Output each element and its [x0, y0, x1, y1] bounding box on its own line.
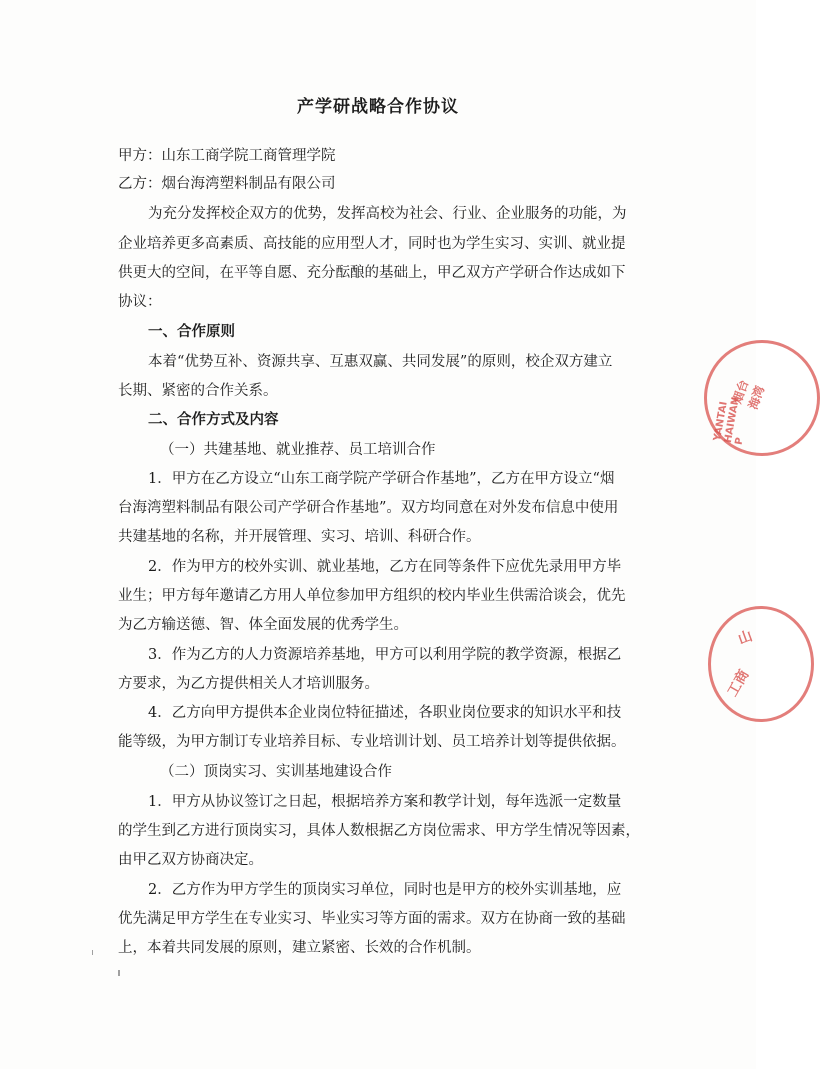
section-heading: 二、合作方式及内容 [148, 412, 279, 428]
paragraph-line: 共建基地的名称，并开展管理、实习、培训、科研合作。 [118, 529, 481, 545]
paragraph-line: 本着“优势互补、资源共享、互惠双赢、共同发展”的原则，校企双方建立 [148, 354, 613, 370]
paragraph-line: 台海湾塑料制品有限公司产学研合作基地”。双方均同意在对外发布信息中使用 [118, 500, 619, 516]
seal-text: YANTAI HAIWAN P [712, 396, 746, 446]
intro-line: 供更大的空间，在平等自愿、充分酝酿的基础上，甲乙双方产学研合作达成如下 [118, 265, 626, 281]
paragraph-line: 方要求，为乙方提供相关人才培训服务。 [118, 676, 379, 692]
intro-line: 协议： [118, 294, 162, 310]
paragraph-line: 1．甲方从协议签订之日起，根据培养方案和教学计划，每年选派一定数量 [148, 794, 622, 810]
subsection-heading: （二）顶岗实习、实训基地建设合作 [160, 764, 392, 780]
paragraph-line: 2．乙方作为甲方学生的顶岗实习单位，同时也是甲方的校外实训基地，应 [148, 882, 622, 898]
scan-speck [92, 950, 93, 955]
paragraph-line: 长期、紧密的合作关系。 [118, 383, 278, 399]
paragraph-line: 3．作为乙方的人力资源培养基地，甲方可以利用学院的教学资源，根据乙 [148, 647, 622, 663]
subsection-heading: （一）共建基地、就业推荐、员工培训合作 [160, 442, 436, 458]
paragraph-line: 1．甲方在乙方设立“山东工商学院产学研合作基地”，乙方在甲方设立“烟 [148, 471, 615, 487]
paragraph-line: 的学生到乙方进行顶岗实习，具体人数根据乙方岗位需求、甲方学生情况等因素， [118, 823, 640, 839]
party-a: 甲方：山东工商学院工商管理学院 [118, 148, 336, 164]
scan-speck [118, 970, 120, 976]
seal-text: 烟台海湾 [729, 378, 768, 412]
intro-line: 为充分发挥校企双方的优势，发挥高校为社会、行业、企业服务的功能，为 [148, 206, 627, 222]
seal-text: 工商 [724, 667, 753, 700]
paragraph-line: 4．乙方向甲方提供本企业岗位特征描述，各职业岗位要求的知识水平和技 [148, 705, 622, 721]
seal-text: 山 [736, 628, 755, 648]
school-seal [708, 606, 814, 722]
paragraph-line: 为乙方输送德、智、体全面发展的优秀学生。 [118, 617, 408, 633]
paragraph-line: 上，本着共同发展的原则，建立紧密、长效的合作机制。 [118, 940, 481, 956]
paragraph-line: 优先满足甲方学生在专业实习、毕业实习等方面的需求。双方在协商一致的基础 [118, 911, 626, 927]
intro-line: 企业培养更多高素质、高技能的应用型人才，同时也为学生实习、实训、就业提 [118, 236, 626, 252]
paragraph-line: 业生；甲方每年邀请乙方用人单位参加甲方组织的校内毕业生供需洽谈会，优先 [118, 588, 626, 604]
paragraph-line: 2．作为甲方的校外实训、就业基地，乙方在同等条件下应优先录用甲方毕 [148, 559, 622, 575]
document-title: 产学研战略合作协议 [297, 97, 459, 117]
paragraph-line: 能等级，为甲方制订专业培养目标、专业培训计划、员工培养计划等提供依据。 [118, 734, 626, 750]
paragraph-line: 由甲乙双方协商决定。 [118, 852, 263, 868]
party-b: 乙方：烟台海湾塑料制品有限公司 [118, 176, 336, 192]
section-heading: 一、合作原则 [148, 324, 235, 340]
